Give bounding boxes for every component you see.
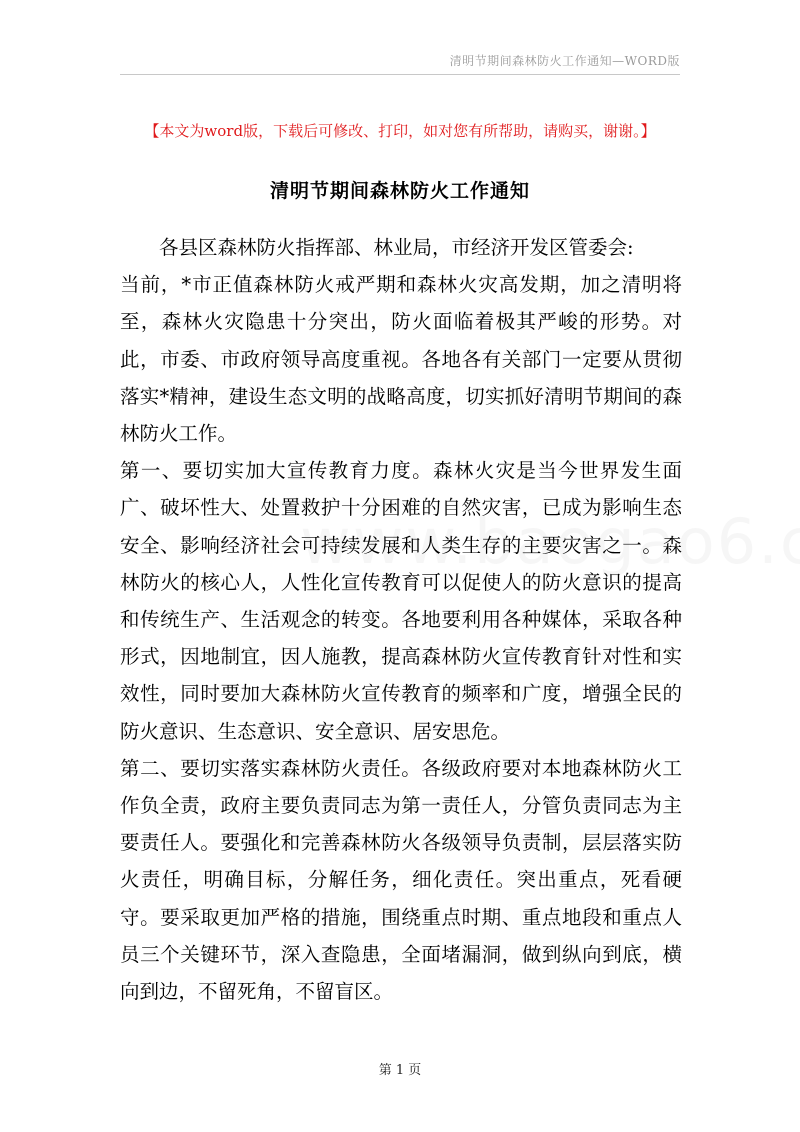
paragraph: 第一、要切实加大宣传教育力度。森林火灾是当今世界发生面广、破坏性大、处置救护十分困难的自然灾害，已成为影响生态安全、影响经济社会可持续发展和人类生存的主要灾害之一。森林防火的核心人，人性化宣传教育可以促使人的防火意识的提高和传统生产、生活观念的转变。各地要利用各种媒体，采取各种形式，因地制宜，因人施教，提高森林防火宣传教育针对性和实效性，同时要加大森林防火宣传教育的频率和广度，增强全民的防火意识、生态意识、安全意识、居安思危。 — [120, 459, 682, 743]
paragraph: 第二、要切实落实森林防火责任。各级政府要对本地森林防火工作负全责，政府主要负责同志为第一责任人，分管负责同志为主要责任人。要强化和完善森林防火各级领导负责制，层层落实防火责任，明确目标，分解任务，细化责任。突出重点，死看硬守。要采取更加严格的措施，围绕重点时期、重点地段和重点人员三个关键环节，深入查隐患，全面堵漏洞，做到纵向到底，横向到边，不留死角，不留盲区。 — [120, 756, 682, 1004]
running-header: 清明节期间森林防火工作通知—WORD版 — [449, 54, 680, 68]
paragraph: 当前，*市正值森林防火戒严期和森林火灾高发期，加之清明将至，森林火灾隐患十分突出，防火面临着极其严峻的形势。对此，市委、市政府领导高度重视。各地各有关部门一定要从贯彻落实*精神，建设生态文明的战略高度，切实抓好清明节期间的森林防火工作。 — [120, 273, 682, 446]
header-divider — [120, 74, 680, 75]
page-number: 第 1 页 — [378, 1063, 422, 1078]
download-notice: 【本文为word版，下载后可修改、打印，如对您有所帮助，请购买，谢谢。】 — [144, 122, 656, 140]
document-title: 清明节期间森林防火工作通知 — [269, 180, 530, 202]
salutation: 各县区森林防火指挥部、林业局，市经济开发区管委会: — [159, 236, 634, 259]
document-body — [120, 229, 682, 1010]
